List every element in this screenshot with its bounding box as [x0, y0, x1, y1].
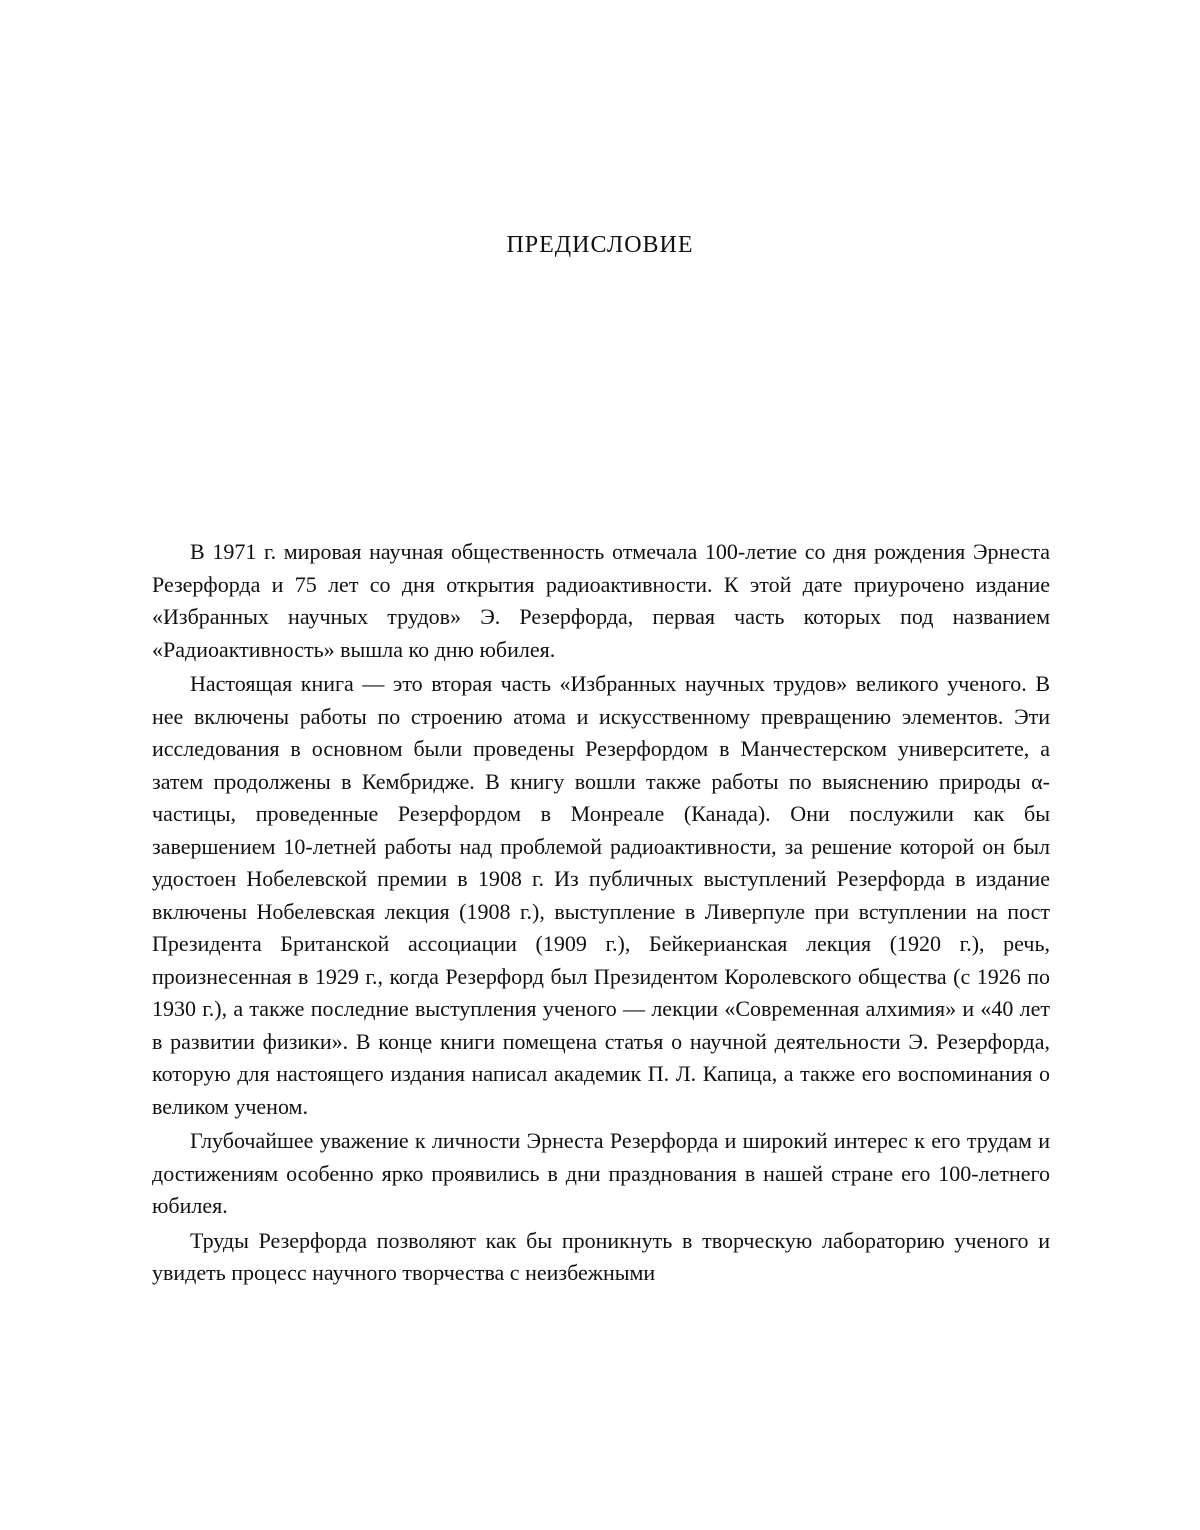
document-page: [0, 0, 1200, 1530]
paragraph-3: Глубочайшее уважение к личности Эрнеста Резерфорда и широкий интерес к его трудам и достижениям особенно ярко проявились в дни празднования в нашей стране его 100-летнего юбилея.: [152, 1125, 1050, 1223]
body-text: [152, 536, 1050, 1290]
paragraph-4: Труды Резерфорда позволяют как бы проникнуть в творческую лабораторию ученого и увидеть процесс научного творчества с неизбежными: [152, 1225, 1050, 1290]
page-title: ПРЕДИСЛОВИЕ: [0, 232, 1200, 259]
paragraph-1: В 1971 г. мировая научная общественность отмечала 100-летие со дня рождения Эрнеста Резерфорда и 75 лет со дня открытия радиоактивности. К этой дате приурочено издание «Избранных научных трудов» Э. Резерфорда, первая часть которых под названием «Радиоактивность» вышла ко дню юбилея.: [152, 536, 1050, 666]
paragraph-2: Настоящая книга — это вторая часть «Избранных научных трудов» великого ученого. В нее включены работы по строению атома и искусственному превращению элементов. Эти исследования в основном были проведены Резерфордом в Манчестерском университете, а затем продолжены в Кембридже. В книгу вошли также работы по выяснению природы α-частицы, проведенные Резерфордом в Монреале (Канада). Они послужили как бы завершением 10-летней работы над проблемой радиоактивности, за решение которой он был удостоен Нобелевской премии в 1908 г. Из публичных выступлений Резерфорда в издание включены Нобелевская лекция (1908 г.), выступление в Ливерпуле при вступлении на пост Президента Британской ассоциации (1909 г.), Бейкерианская лекция (1920 г.), речь, произнесенная в 1929 г., когда Резерфорд был Президентом Королевского общества (с 1926 по 1930 г.), а также последние выступления ученого — лекции «Современная алхимия» и «40 лет в развитии физики». В конце книги помещена статья о научной деятельности Э. Резерфорда, которую для настоящего издания написал академик П. Л. Капица, а также его воспоминания о великом ученом.: [152, 668, 1050, 1123]
